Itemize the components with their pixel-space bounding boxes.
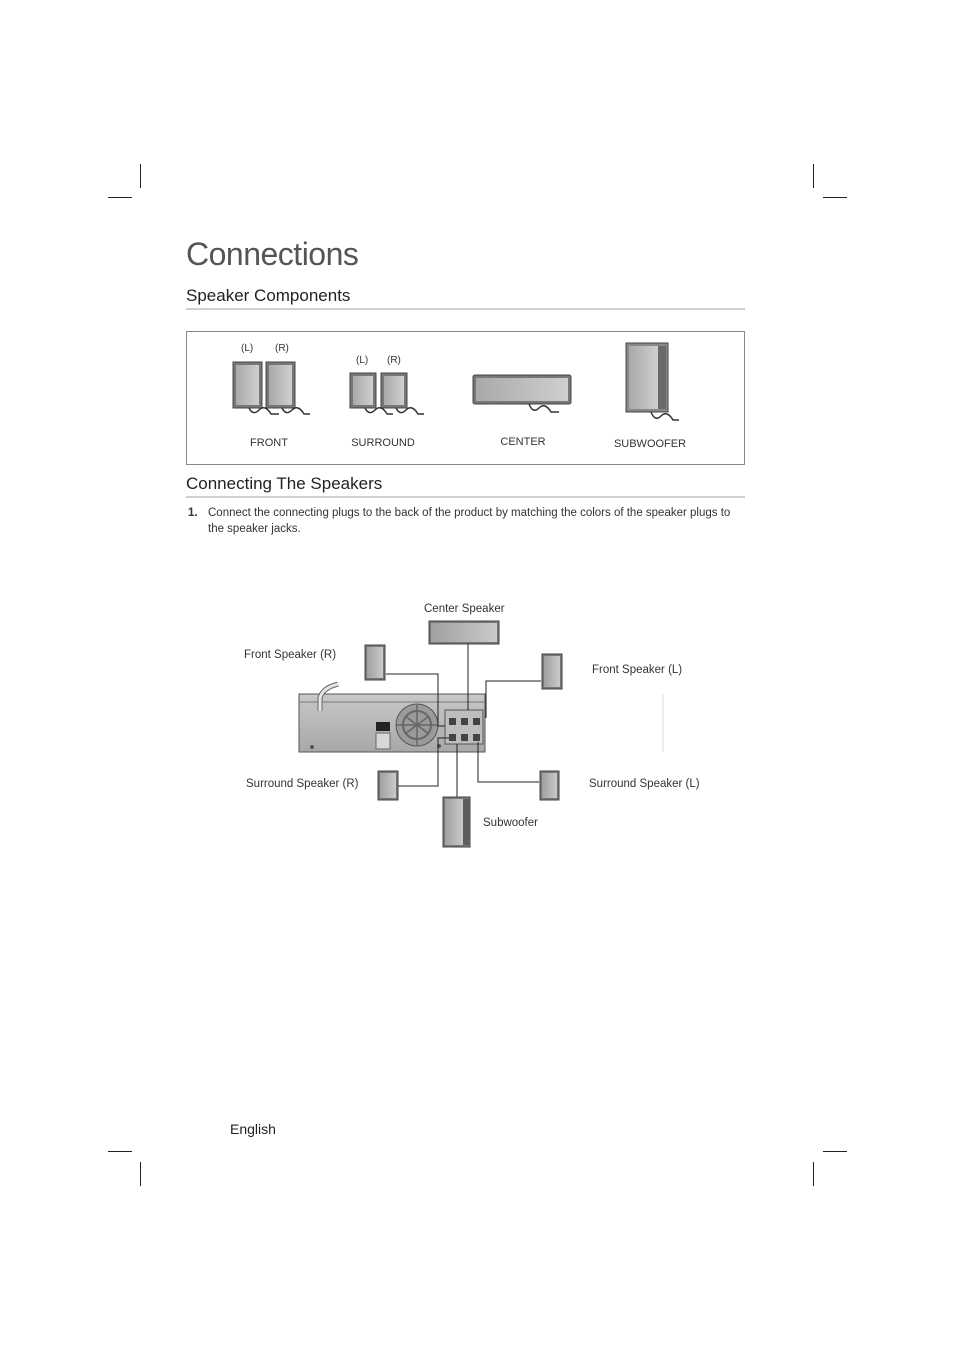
crop-mark bbox=[140, 164, 141, 188]
front-speaker-r-icon bbox=[365, 645, 385, 680]
section-heading-speaker-components: Speaker Components bbox=[186, 286, 745, 310]
front-speaker-r-label: Front Speaker (R) bbox=[244, 649, 337, 661]
subwoofer-icon bbox=[626, 343, 679, 420]
front-left-label: (L) bbox=[241, 343, 254, 354]
footer-language: English bbox=[230, 1121, 276, 1137]
crop-mark bbox=[813, 1162, 814, 1186]
center-caption: CENTER bbox=[500, 436, 546, 448]
page-title: Connections bbox=[186, 236, 359, 272]
section-heading-connecting-speakers: Connecting The Speakers bbox=[186, 474, 745, 498]
surround-right-label: (R) bbox=[387, 355, 401, 366]
front-right-label: (R) bbox=[275, 343, 289, 354]
front-speakers-icon bbox=[233, 362, 310, 414]
crop-mark bbox=[823, 197, 847, 198]
crop-mark bbox=[813, 164, 814, 188]
crop-mark bbox=[823, 1151, 847, 1152]
crop-mark bbox=[140, 1162, 141, 1186]
crop-mark bbox=[108, 1151, 132, 1152]
surround-speakers-icon bbox=[350, 373, 424, 414]
surround-speaker-l-label: Surround Speaker (L) bbox=[589, 778, 700, 790]
connection-diagram bbox=[240, 598, 710, 858]
center-speaker-icon bbox=[473, 375, 571, 412]
subwoofer-caption: SUBWOOFER bbox=[613, 438, 687, 450]
surround-caption: SURROUND bbox=[351, 437, 415, 449]
crop-mark bbox=[108, 197, 132, 198]
surround-left-label: (L) bbox=[356, 355, 369, 366]
speaker-components-panel bbox=[186, 331, 745, 465]
step-text: Connect the connecting plugs to the back of the product by matching the colors of the speaker plugs to the speaker jacks. bbox=[208, 507, 731, 535]
center-speaker-label: Center Speaker bbox=[424, 603, 505, 615]
main-unit-rear-panel bbox=[299, 684, 485, 752]
surround-speaker-l-icon bbox=[540, 771, 559, 800]
connection-diagram-illustration bbox=[240, 598, 710, 858]
subwoofer-label: Subwoofer bbox=[483, 817, 538, 829]
front-caption: FRONT bbox=[250, 437, 288, 449]
subwoofer-speaker-icon bbox=[443, 797, 470, 847]
front-speaker-l-icon bbox=[542, 654, 562, 689]
step-number: 1. bbox=[188, 507, 198, 519]
center-speaker-icon bbox=[429, 621, 499, 644]
instruction-step bbox=[186, 505, 745, 537]
surround-speaker-r-icon bbox=[378, 771, 398, 800]
front-speaker-l-label: Front Speaker (L) bbox=[592, 664, 683, 676]
surround-speaker-r-label: Surround Speaker (R) bbox=[246, 778, 359, 790]
